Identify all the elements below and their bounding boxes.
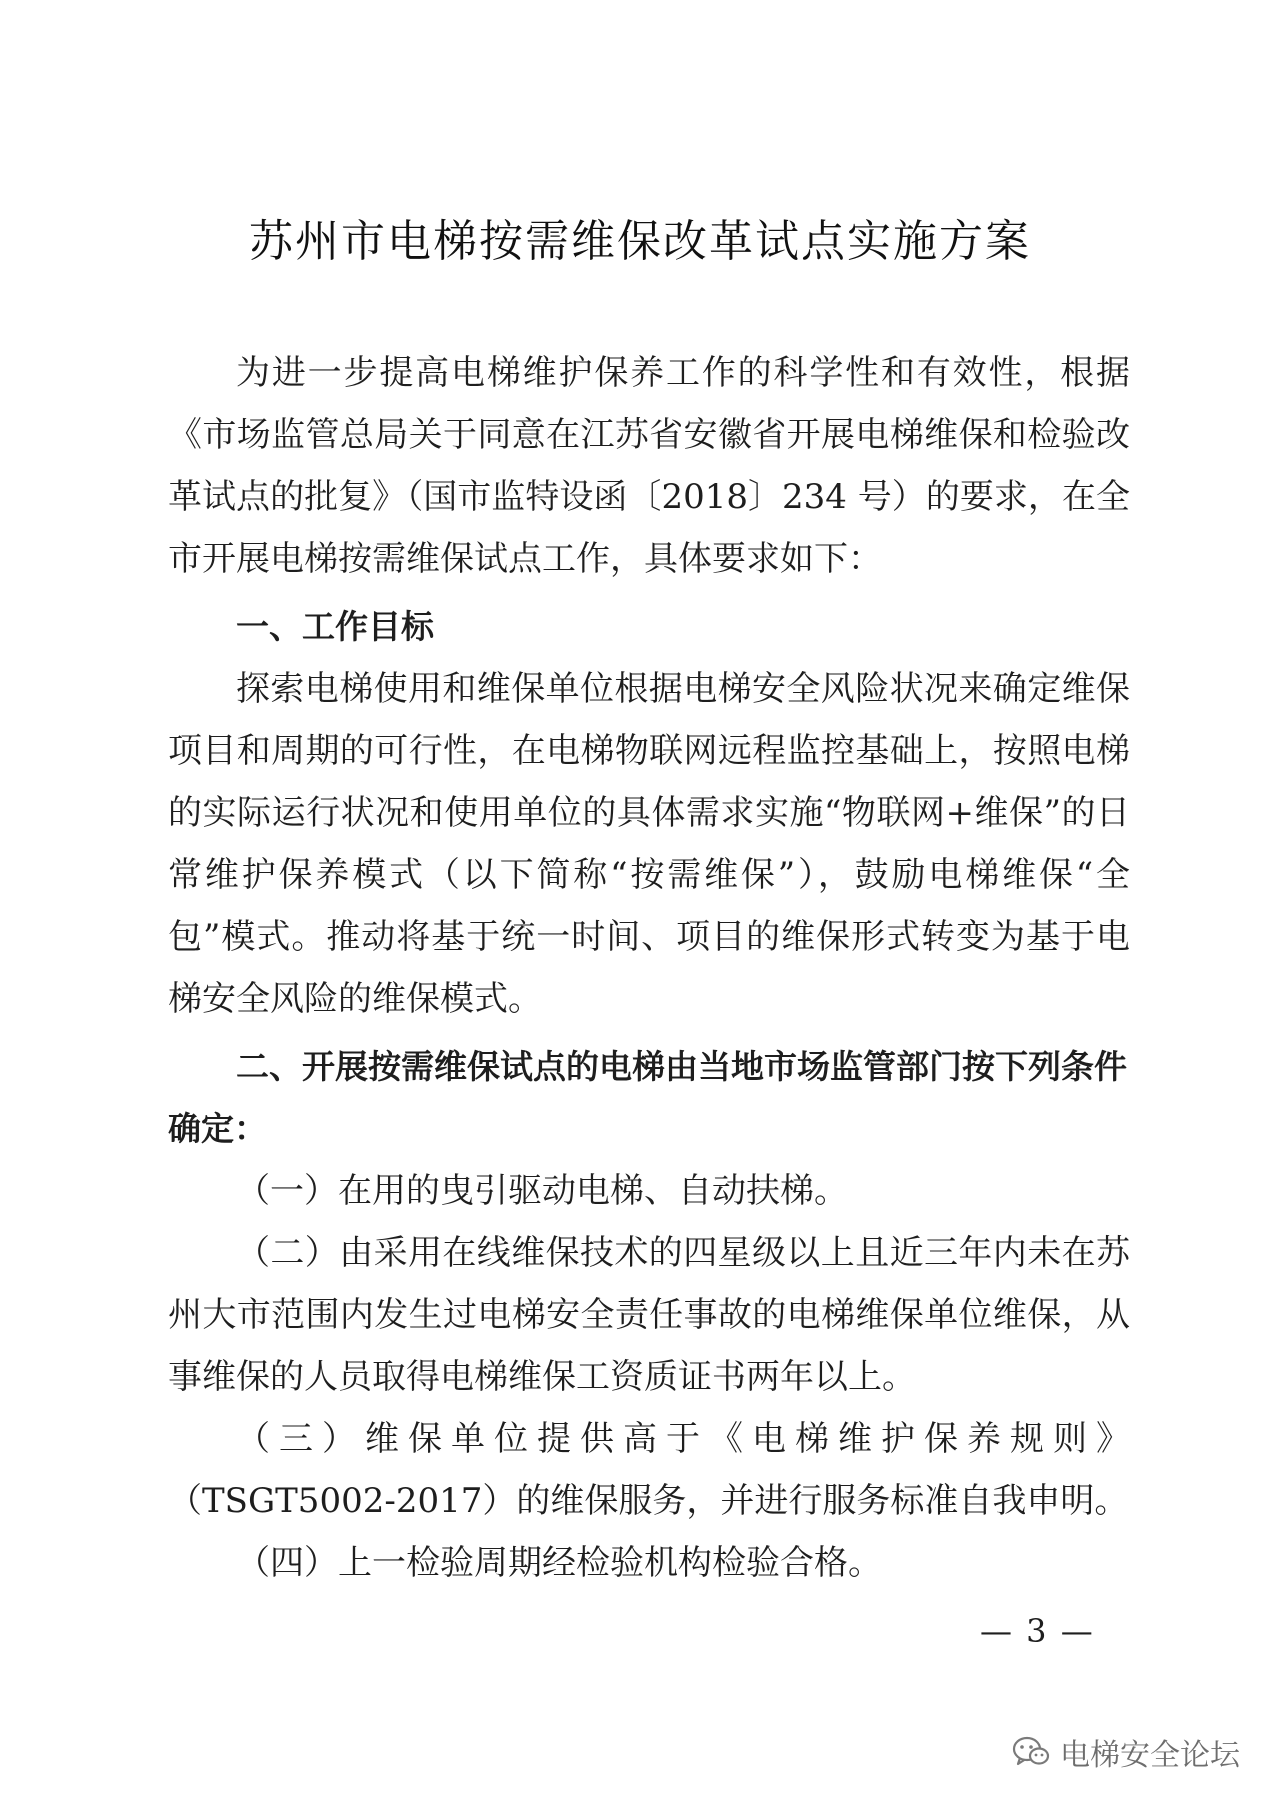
section-1-paragraph: 探索电梯使用和维保单位根据电梯安全风险状况来确定维保项目和周期的可行性，在电梯物联网远程监控基础上，按照电梯的实际运行状况和使用单位的具体需求实施“物联网+维保”的日常维护保养模式（以下简称“按需维保”），鼓励电梯维保“全包”模式。推动将基于统一时间、项目的维保形式转变为基于电梯安全风险的维保模式。 (168, 669, 1130, 1019)
condition-item-2: （二）由采用在线维保技术的四星级以上且近三年内未在苏州大市范围内发生过电梯安全责任事故的电梯维保单位维保，从事维保的人员取得电梯维保工资质证书两年以上。 (168, 1233, 1130, 1397)
condition-item-4: （四）上一检验周期经检验机构检验合格。 (236, 1543, 882, 1583)
condition-item-1: （一）在用的曳引驱动电梯、自动扶梯。 (236, 1171, 848, 1211)
page-number: — 3 — (980, 1612, 1095, 1650)
wechat-icon (1012, 1736, 1050, 1768)
section-1-heading: 一、工作目标 (236, 607, 434, 646)
watermark-text: 电梯安全论坛 (1060, 1738, 1240, 1773)
document-body (168, 342, 1130, 1594)
watermark (1012, 1730, 1240, 1774)
section-2-heading: 二、开展按需维保试点的电梯由当地市场监管部门按下列条件确定： (168, 1047, 1127, 1148)
document-title: 苏州市电梯按需维保改革试点实施方案 (249, 216, 1031, 267)
intro-paragraph: 为进一步提高电梯维护保养工作的科学性和有效性，根据《市场监管总局关于同意在江苏省安徽省开展电梯维保和检验改革试点的批复》（国市监特设函〔2018〕234 号）的要求，在全市开展电梯按需维保试点工作，具体要求如下： (168, 353, 1130, 579)
condition-item-3: （三）维保单位提供高于《电梯维护保养规则》（TSGT5002-2017）的维保服务，并进行服务标准自我申明。 (168, 1419, 1130, 1521)
